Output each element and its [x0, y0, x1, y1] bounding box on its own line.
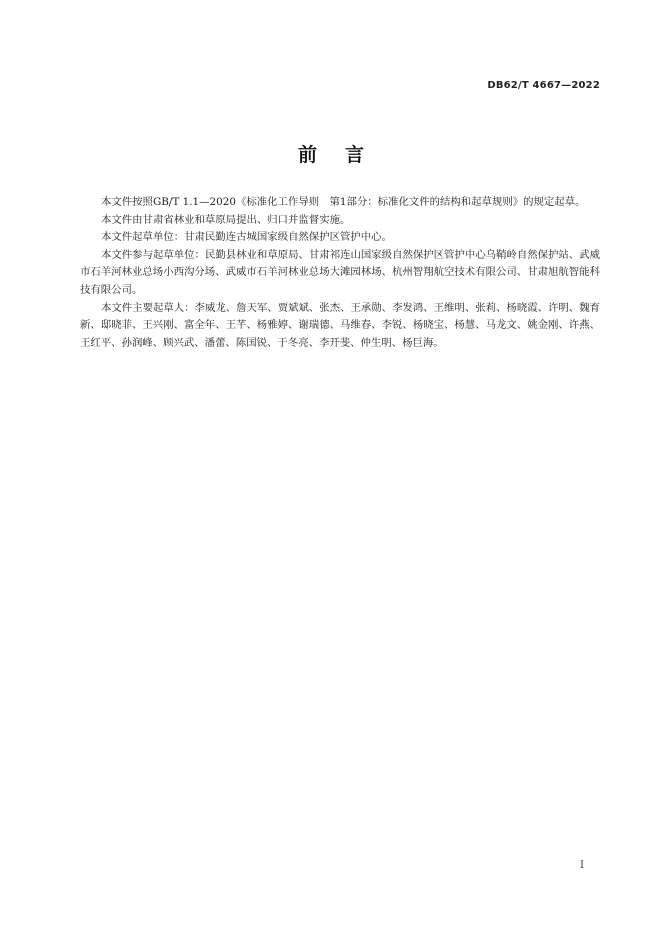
title-char-1: 前: [297, 144, 317, 166]
paragraph-drafting-basis: 本文件按照GB/T 1.1—2020《标准化工作导则 第1部分：标准化文件的结构和起草规则》的规定起草。: [101, 196, 586, 208]
page-title: [0, 140, 662, 167]
title-char-2: 言: [345, 144, 365, 166]
paragraph-main-drafters: 本文件主要起草人：李威龙、詹天军、贾斌斌、张杰、王承勋、李发鸿、王维明、张莉、杨晓霞、许明、魏育新、邸晓菲、王兴刚、富全年、王芊、杨雅婷、谢瑞德、马维春、李锐、杨晓宝、杨慧、马龙文、姚金刚、许燕、王红平、孙润峰、顾兴武、潘蕾、陈国锐、于冬亮、李开斐、仲生明、杨巨海。: [80, 301, 600, 349]
page-number: I: [580, 860, 584, 871]
foreword-body: [80, 194, 600, 352]
paragraph-proposer: 本文件由甘肃省林业和草原局提出、归口并监督实施。: [101, 213, 351, 226]
standard-code: DB62/T 4667—2022: [487, 80, 600, 91]
paragraph-drafting-unit: 本文件起草单位：甘肃民勤连古城国家级自然保护区管护中心。: [101, 231, 392, 244]
paragraph-participating-units: 本文件参与起草单位：民勤县林业和草原局、甘肃祁连山国家级自然保护区管护中心乌鞘岭自然保护站、武威市石羊河林业总场小西沟分场、武威市石羊河林业总场大滩园林场、杭州智翔航空技术有限公司、甘肃旭航智能科技有限公司。: [80, 248, 600, 296]
